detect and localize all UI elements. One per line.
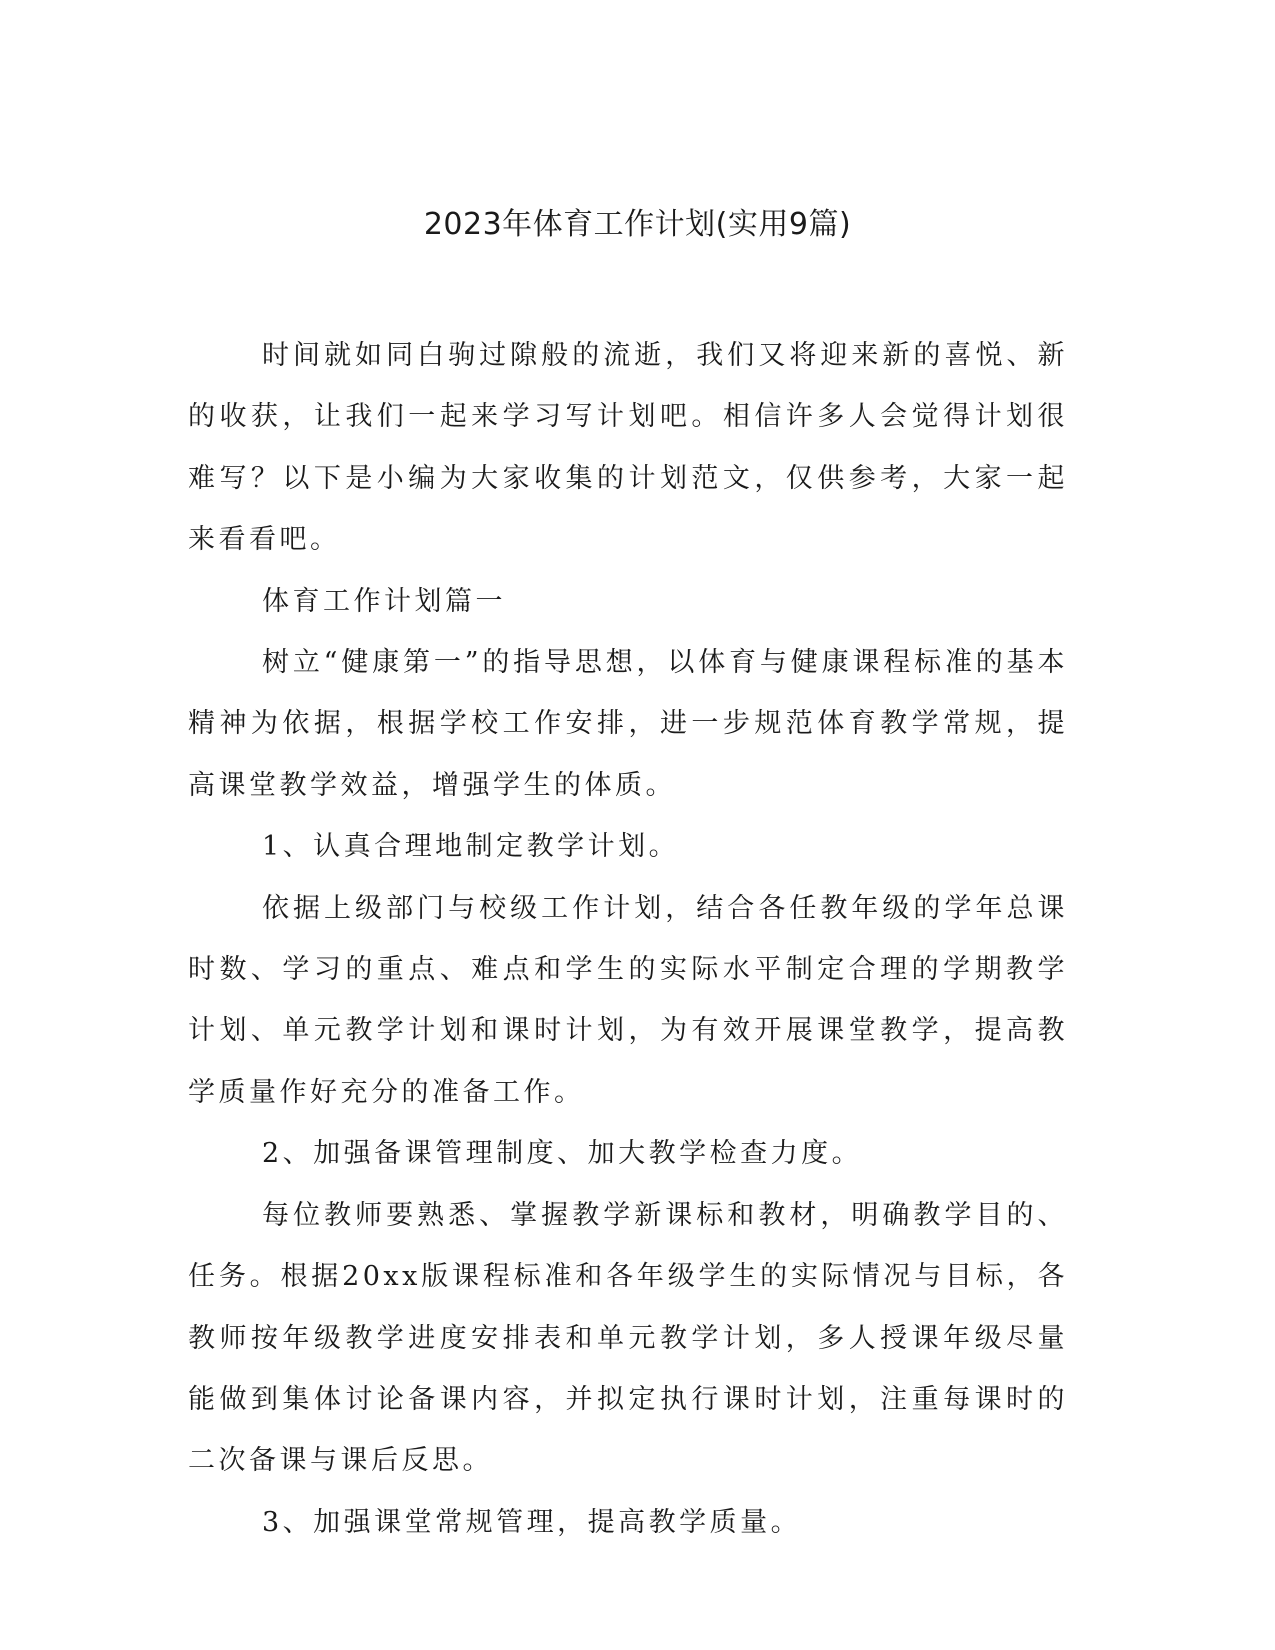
paragraph-intro: 时间就如同白驹过隙般的流逝，我们又将迎来新的喜悦、新的收获，让我们一起来学习写计划吧。相信许多人会觉得计划很难写？以下是小编为大家收集的计划范文，仅供参考，大家一起来看看吧。	[188, 340, 1068, 556]
paragraph-teaching-plan: 依据上级部门与校级工作计划，结合各任教年级的学年总课时数、学习的重点、难点和学生的实际水平制定合理的学期教学计划、单元教学计划和课时计划，为有效开展课堂教学，提高教学质量作好充分的准备工作。	[188, 892, 1068, 1108]
item-heading-3: 3、加强课堂常规管理，提高教学质量。	[262, 1506, 802, 1538]
section-heading-part-one: 体育工作计划篇一	[262, 585, 506, 617]
document-body	[188, 325, 1068, 1553]
item-heading-2: 2、加强备课管理制度、加大教学检查力度。	[262, 1138, 863, 1170]
page-title: 2023年体育工作计划(实用9篇)	[423, 207, 852, 242]
item-heading-1: 1、认真合理地制定教学计划。	[262, 831, 680, 863]
paragraph-lesson-prep: 每位教师要熟悉、掌握教学新课标和教材，明确教学目的、任务。根据20xx版课程标准和各年级学生的实际情况与目标，各教师按年级教学进度安排表和单元教学计划，多人授课年级尽量能做到集体讨论备课内容，并拟定执行课时计划，注重每课时的二次备课与课后反思。	[188, 1199, 1068, 1477]
paragraph-guiding-idea: 树立“健康第一”的指导思想，以体育与健康课程标准的基本精神为依据，根据学校工作安排，进一步规范体育教学常规，提高课堂教学效益，增强学生的体质。	[188, 647, 1068, 801]
